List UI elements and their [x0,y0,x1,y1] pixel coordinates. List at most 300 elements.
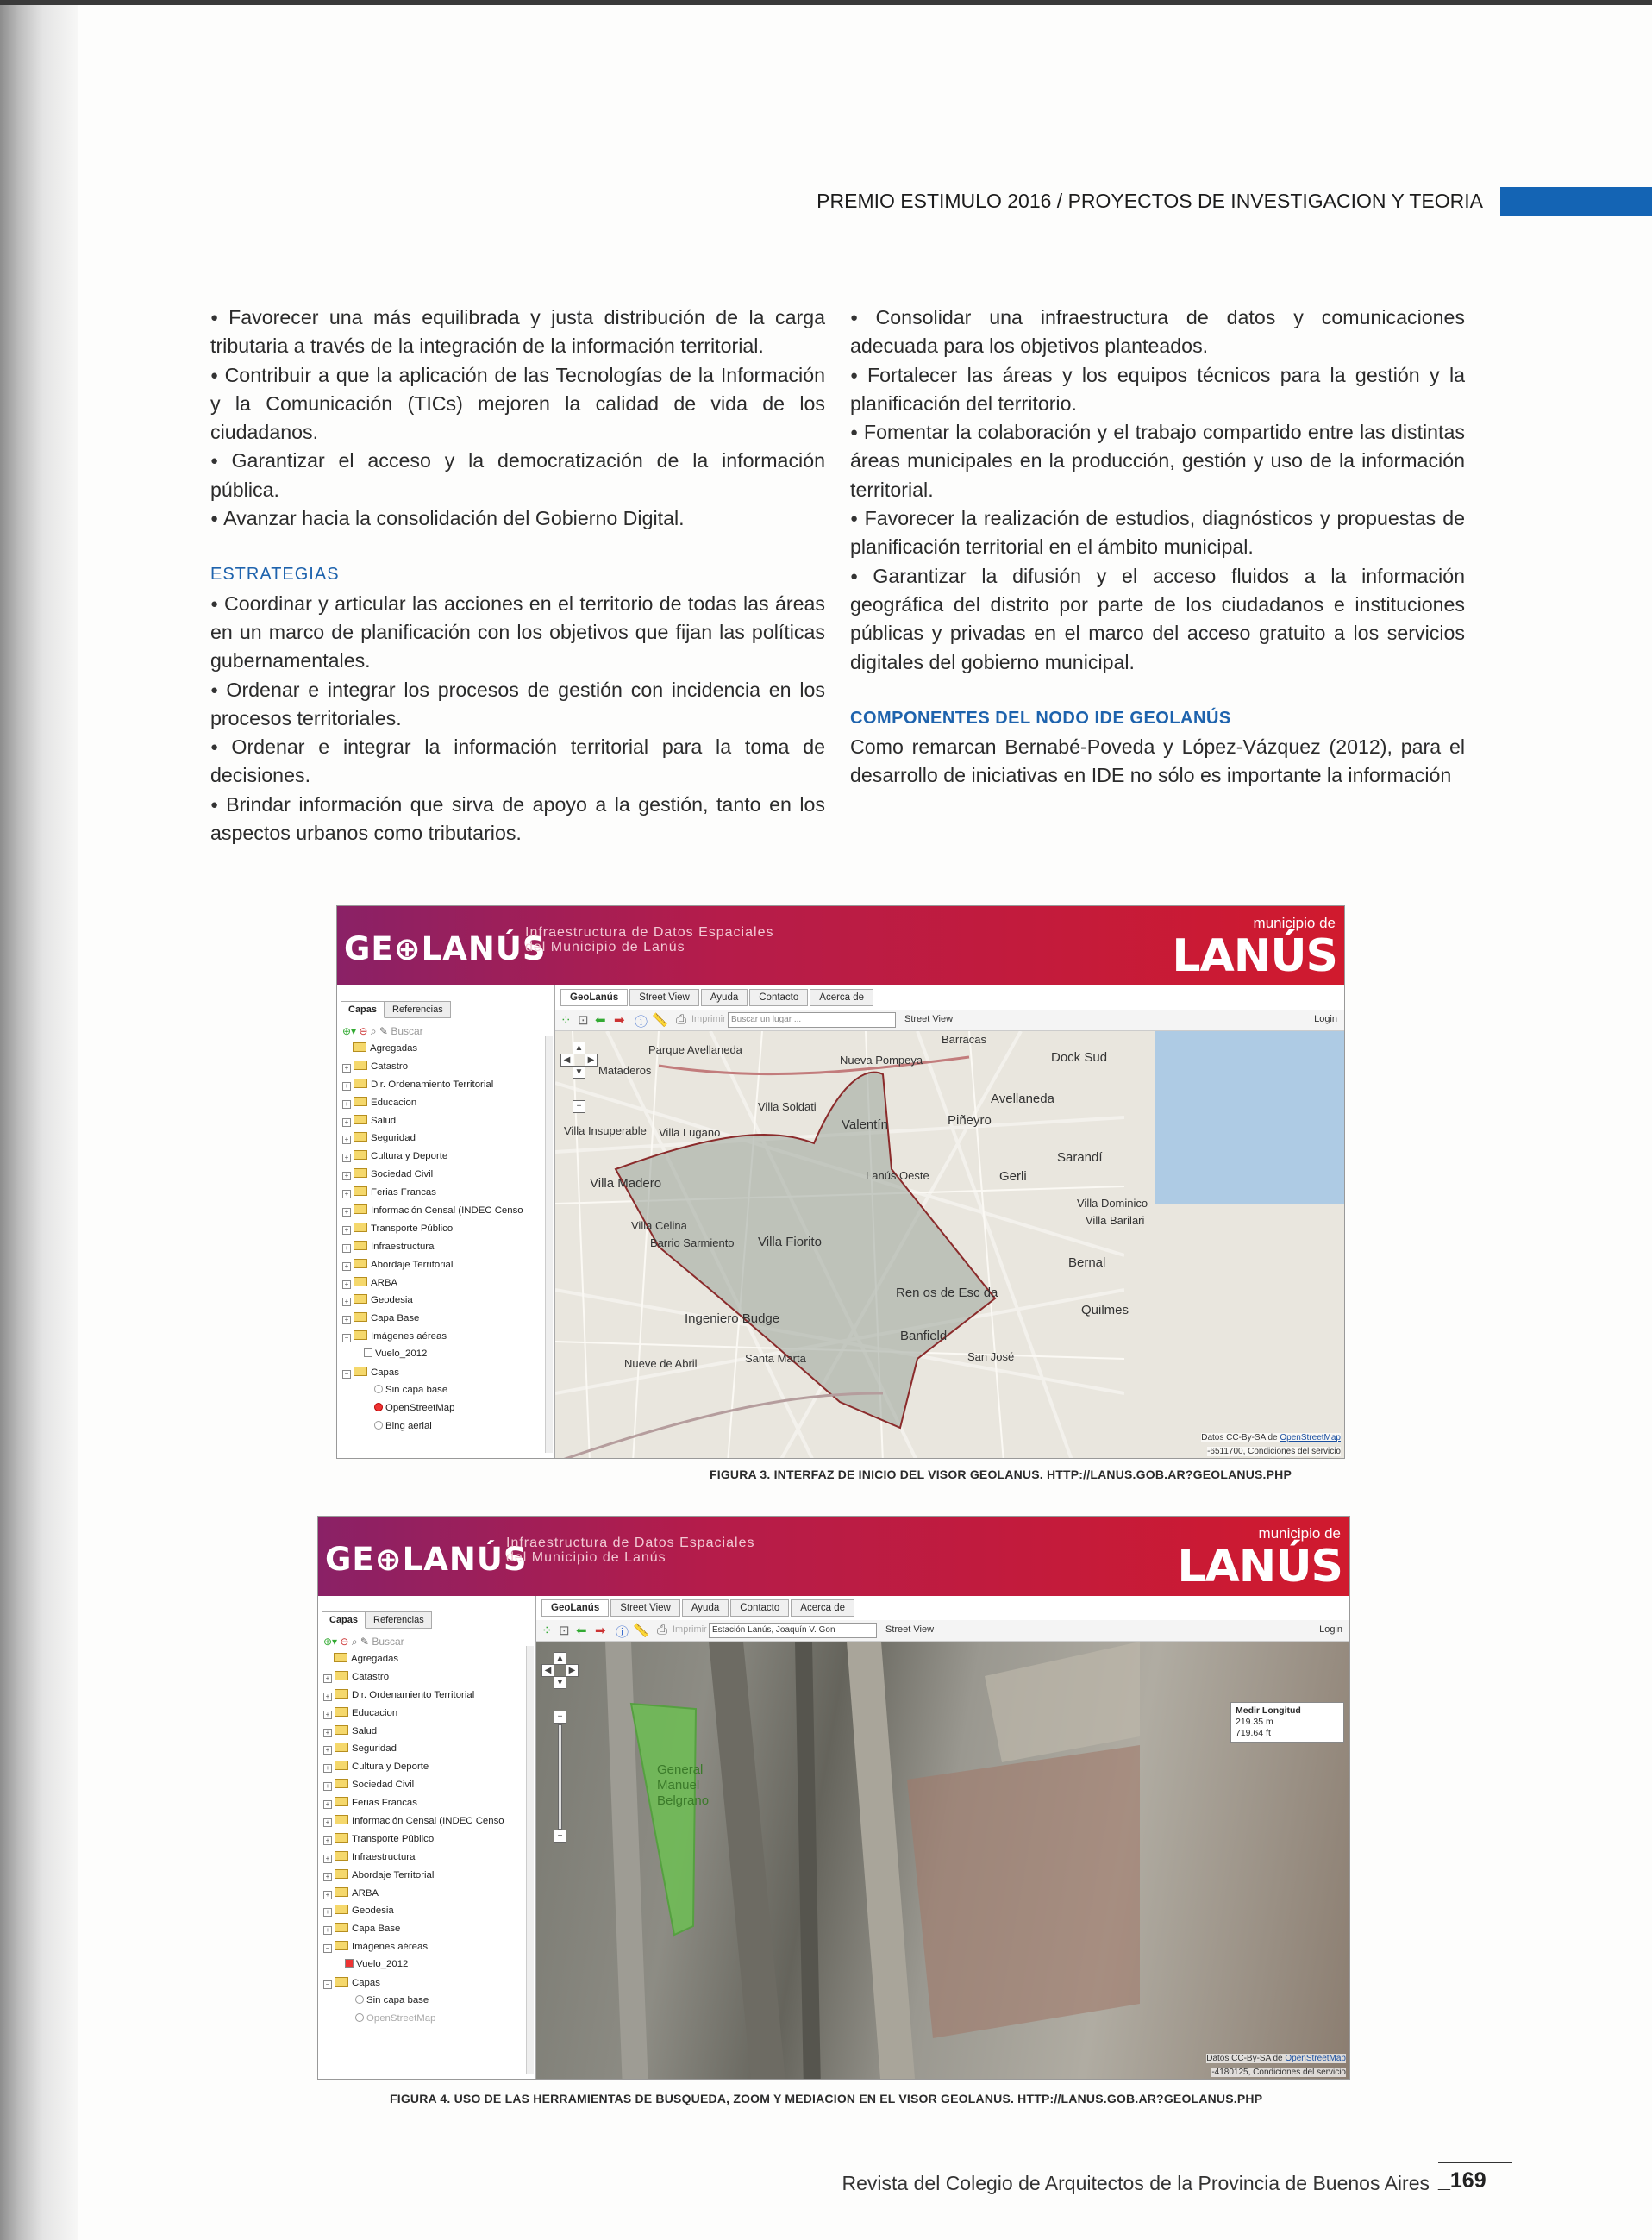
expand-icon[interactable]: + [323,1891,332,1899]
layer-item[interactable] [323,1653,504,1671]
lanus-logo: LANÚS [1172,930,1337,982]
measure-feet: 719.64 ft [1236,1728,1271,1738]
tab-street-view[interactable]: Street View [629,989,699,1006]
municipio-label: municipio de [1258,1525,1341,1542]
expand-icon[interactable]: + [323,1674,332,1683]
figure-3-screenshot [336,905,1345,1459]
components-heading: COMPONENTES DEL NODO IDE GEOLANÚS [850,708,1231,728]
map-label: San José [967,1350,1015,1363]
layer-label: Bing aerial [385,1420,432,1431]
layer-item[interactable] [342,1132,523,1150]
sidebar-tabs [322,1611,432,1629]
strategy-item: ● Ordenar e integrar la información territorial para la toma de decisiones. [210,733,825,791]
figure-4-caption: FIGURA 4. USO DE LAS HERRAMIENTAS DE BUSQUEDA, ZOOM Y MEDIACION EN EL VISOR GEOLANUS. HTTP://LANUS.GOB.AR?GEOLANUS.PHP [390,2092,1263,2105]
expand-icon[interactable]: + [342,1226,351,1235]
pan-up-icon[interactable]: ▲ [573,1042,585,1054]
page-top-edge [0,0,1652,5]
search-button[interactable]: Buscar [372,1636,404,1648]
expand-icon[interactable]: + [323,1764,332,1773]
zoom-in-icon[interactable]: + [554,1711,566,1724]
expand-icon[interactable]: + [323,1800,332,1809]
folder-icon [354,1061,367,1070]
zoom-layer-icon[interactable]: ⌕ [370,1025,377,1037]
strategy-item: ● Fomentar la colaboración y el trabajo compartido entre las distintas áreas municipales en la producción, gestión y uso de la información territorial. [850,418,1465,504]
strategy-item: ● Favorecer la realización de estudios, diagnósticos y propuestas de planificación territorial en el ámbito municipal. [850,504,1465,562]
layer-item[interactable] [323,1977,504,1995]
layer-label: Cultura y Deporte [352,1761,429,1773]
pan-icon[interactable]: ⁘ [541,1624,553,1638]
pan-left-icon[interactable]: ◀ [560,1054,573,1067]
layer-tree [323,1653,504,2031]
tab-geolanus[interactable]: GeoLanús [560,989,628,1006]
map-label: Villa Lugano [659,1126,721,1139]
expand-icon[interactable]: + [342,1190,351,1198]
pan-left-icon[interactable]: ◀ [541,1664,554,1677]
layer-item[interactable] [342,1294,523,1312]
layer-label: Capa Base [352,1924,401,1935]
zoom-box-icon[interactable]: ⊡ [559,1624,570,1638]
folder-icon [335,1689,348,1699]
expand-icon[interactable]: + [323,1873,332,1881]
expand-icon[interactable]: + [323,1746,332,1755]
municipio-label: municipio de [1253,915,1336,931]
folder-icon [335,1869,348,1879]
radio-icon[interactable] [355,1995,364,2004]
tab-acerca-de[interactable]: Acerca de [791,1599,854,1617]
expand-icon[interactable]: + [323,1818,332,1827]
expand-icon[interactable]: + [323,1908,332,1917]
layer-item[interactable] [323,1905,504,1923]
sidebar-tabs [341,1001,451,1018]
map-view-aerial[interactable] [536,1642,1349,2079]
map-label: Nueva Pompeya [840,1054,923,1067]
app-subtitle [525,925,773,954]
layer-item[interactable] [323,1869,504,1887]
expand-icon[interactable]: + [323,1782,332,1791]
strategy-item: ● Ordenar e integrar los procesos de gestión con incidencia en los procesos territoriales. [210,676,825,734]
layer-label: ARBA [371,1277,398,1288]
figure-4-screenshot [317,1516,1350,2080]
subtitle-line-2: del Municipio de Lanús [506,1550,666,1565]
add-layer-icon[interactable]: ⊕▾ [342,1025,357,1037]
map-label: Avellaneda [991,1092,1054,1106]
folder-icon [335,1779,348,1788]
page-number-rule [1438,2162,1512,2163]
sidebar-scrollbar[interactable] [545,1036,553,1453]
pan-down-icon[interactable]: ▼ [554,1676,566,1689]
layer-label: Cultura y Deporte [371,1151,448,1162]
map-label: Ren os de Esc da [896,1286,998,1300]
left-column [210,303,825,848]
layer-item[interactable] [342,1241,523,1259]
pan-icon[interactable]: ⁘ [560,1013,572,1028]
expand-icon[interactable]: + [323,1729,332,1737]
print-label: Imprimir [673,1624,707,1635]
map-attribution [1206,2054,1346,2063]
layer-item[interactable] [342,1259,523,1277]
folder-icon [354,1132,367,1142]
print-icon[interactable]: ⎙ [676,1012,687,1027]
river-plate-water [1155,1031,1344,1204]
measure-popup [1230,1702,1344,1743]
radio-icon[interactable] [374,1421,383,1430]
sidebar-toolbar [323,1636,404,1649]
info-icon[interactable]: ⓘ [635,1015,648,1029]
page-number: _169 [1438,2168,1486,2193]
tab-referencias[interactable]: Referencias [366,1611,432,1629]
layer-item[interactable] [323,1743,504,1761]
map-attribution [1201,1433,1341,1442]
pan-right-icon[interactable]: ▶ [566,1664,579,1677]
collapse-icon[interactable]: − [342,1334,351,1342]
folder-open-icon [354,1330,367,1340]
layer-item[interactable] [342,1061,523,1079]
layer-item[interactable] [342,1168,523,1186]
base-layer-item[interactable] [342,1421,523,1439]
map-label: Piñeyro [948,1113,992,1128]
street-view-link[interactable]: Street View [904,1014,954,1024]
layer-item[interactable] [342,1150,523,1168]
radio-icon[interactable] [374,1385,383,1393]
layer-item[interactable] [323,1959,504,1977]
strategy-item: ● Garantizar la difusión y el acceso fluidos a la información geográfica del distrito por parte de los ciudadanos e instituciones públicas y privadas en el marco del acceso gratuito a los servicios digitales del gobierno municipal. [850,562,1465,677]
layer-item[interactable] [342,1312,523,1330]
layer-item[interactable] [342,1042,523,1061]
folder-icon [335,1725,348,1735]
map-label: Gerli [999,1169,1027,1184]
strategies-heading: ESTRATEGIAS [210,565,340,585]
login-link[interactable]: Login [1319,1624,1342,1635]
add-layer-icon[interactable]: ⊕▾ [323,1636,338,1648]
map-label: Ingeniero Budge [685,1311,780,1326]
pan-right-icon[interactable]: ▶ [585,1054,598,1067]
checkbox-icon[interactable] [364,1348,372,1357]
expand-icon[interactable]: + [342,1298,351,1306]
radio-icon[interactable] [355,2013,364,2022]
search-button[interactable]: Buscar [391,1025,423,1037]
folder-icon [354,1259,367,1268]
geolanus-logo: GE⊕LANÚS [325,1541,528,1578]
layer-item[interactable] [342,1223,523,1241]
street-view-link[interactable]: Street View [885,1624,935,1635]
map-coords: -6511700, Condiciones del servicio [1207,1447,1341,1456]
layer-item[interactable] [342,1277,523,1295]
layer-label: Imágenes aéreas [352,1942,429,1953]
folder-icon [354,1204,367,1214]
expand-icon[interactable]: + [342,1316,351,1324]
expand-icon[interactable]: + [342,1064,351,1073]
pan-up-icon[interactable]: ▲ [554,1652,566,1665]
login-link[interactable]: Login [1314,1014,1337,1024]
base-layer-item[interactable] [342,1403,523,1421]
expand-icon[interactable]: + [342,1082,351,1091]
layer-item[interactable] [323,1923,504,1941]
remove-layer-icon[interactable]: ⊖ [340,1636,349,1648]
base-layer-item[interactable] [323,1995,504,2013]
folder-open-icon [354,1367,367,1376]
expand-icon[interactable]: + [342,1280,351,1289]
map-label: Bernal [1068,1255,1106,1270]
layer-label: Ferias Francas [371,1187,436,1198]
layer-label: Catastro [352,1671,390,1682]
strategy-item: ● Fortalecer las áreas y los equipos técnicos para la gestión y la planificación del territorio. [850,361,1465,419]
search-input[interactable]: Buscar un lugar ... [728,1012,896,1028]
layer-label: Sin capa base [366,1994,429,2005]
layer-label: OpenStreetMap [366,2012,436,2024]
objective-item: ● Garantizar el acceso y la democratización de la información pública. [210,447,825,504]
folder-open-icon [335,1977,348,1987]
map-label: Villa Celina [631,1219,687,1232]
expand-icon[interactable]: + [342,1136,351,1144]
tab-capas[interactable]: Capas [322,1611,366,1629]
layer-label: Educacion [371,1097,417,1108]
layer-item[interactable] [342,1186,523,1204]
osm-link[interactable]: OpenStreetMap [1280,1433,1341,1442]
zoom-out-icon[interactable]: − [554,1830,566,1843]
subtitle-line-1: Infraestructura de Datos Espaciales [506,1536,755,1550]
layer-label: ARBA [352,1887,379,1899]
layer-item[interactable] [323,1671,504,1689]
subtitle-line-1: Infraestructura de Datos Espaciales [525,925,774,940]
layer-label: Sociedad Civil [371,1169,434,1180]
layer-label: Información Censal (INDEC Censo [352,1816,504,1827]
layer-item[interactable] [342,1115,523,1133]
layer-label: Vuelo_2012 [375,1348,428,1360]
strategy-item: ● Consolidar una infraestructura de datos y comunicaciones adecuada para los objetivos planteados. [850,303,1465,361]
layer-label: Seguridad [371,1133,416,1144]
tab-street-view[interactable]: Street View [610,1599,680,1617]
measure-title: Medir Longitud [1236,1705,1301,1716]
remove-layer-icon[interactable]: ⊖ [359,1025,368,1037]
osm-link[interactable]: OpenStreetMap [1285,2054,1346,2063]
running-header: PREMIO ESTIMULO 2016 / PROYECTOS DE INVESTIGACION Y TEORIA [817,190,1483,212]
folder-icon [335,1833,348,1843]
layer-label: Infraestructura [371,1241,435,1252]
map-label: Santa Marta [745,1352,806,1365]
map-label: Villa Soldati [758,1100,817,1113]
map-label: Barrio Sarmiento [650,1236,735,1249]
pan-down-icon[interactable]: ▼ [573,1066,585,1079]
zoom-in-icon[interactable]: + [573,1100,585,1113]
map-toolbar [536,1620,1349,1642]
map-coords: -4180125, Condiciones del servicio [1211,2068,1346,2077]
layer-label: Transporte Público [352,1833,435,1844]
folder-icon [354,1168,367,1178]
measure-icon[interactable]: 📏 [652,1013,668,1028]
zoom-layer-icon[interactable]: ⌕ [351,1636,358,1648]
map-view[interactable] [555,1031,1344,1458]
map-panel [536,1596,1349,2079]
layer-label: Dir. Ordenamiento Territorial [371,1079,494,1090]
tab-referencias[interactable]: Referencias [385,1001,451,1018]
layer-label: Capa Base [371,1313,420,1324]
layer-item[interactable] [342,1348,523,1367]
journal-footer: Revista del Colegio de Arquitectos de la Provincia de Buenos Aires [842,2172,1430,2194]
folder-open-icon [335,1941,348,1950]
book-spine-shadow [0,0,78,2240]
components-paragraph: Como remarcan Bernabé-Poveda y López-Vázquez (2012), para el desarrollo de iniciativas en IDE no sólo es importante la información [850,735,1465,787]
map-label: Banfield [900,1329,948,1343]
folder-icon [335,1815,348,1824]
back-icon[interactable]: ⬅ [576,1624,587,1638]
search-input[interactable]: Estación Lanús, Joaquín V. Gon [709,1623,877,1638]
layer-label: Agregadas [370,1043,418,1054]
geolanus-logo: GE⊕LANÚS [344,930,547,967]
layer-item[interactable] [323,1707,504,1725]
print-label: Imprimir [691,1014,726,1024]
objective-item: ● Favorecer una más equilibrada y justa distribución de la carga tributaria a través de la integración de la información territorial. [210,303,825,361]
sidebar-toolbar [342,1025,423,1038]
layer-label: Transporte Público [371,1223,454,1234]
map-label: Valentín [842,1117,888,1132]
layer-item[interactable] [323,1797,504,1815]
folder-icon [335,1761,348,1770]
tab-ayuda[interactable]: Ayuda [682,1599,729,1617]
layer-item[interactable] [342,1097,523,1115]
map-label: Quilmes [1081,1303,1129,1317]
layer-item[interactable] [323,1725,504,1743]
layer-label: Geodesia [371,1295,413,1306]
strategy-item: ● Brindar información que sirva de apoyo a la gestión, tanto en los aspectos urbanos como tributarios. [210,791,825,848]
folder-icon [354,1277,367,1286]
expand-icon[interactable]: + [323,1926,332,1935]
layer-label: Dir. Ordenamiento Territorial [352,1689,475,1700]
map-label: Villa Fiorito [758,1235,822,1249]
layer-item[interactable] [323,1887,504,1905]
tab-capas[interactable]: Capas [341,1001,385,1018]
layer-tree [342,1042,523,1439]
expand-icon[interactable]: + [342,1262,351,1271]
app-banner [318,1517,1349,1596]
expand-icon[interactable]: + [342,1100,351,1109]
layer-label: Información Censal (INDEC Censo [371,1205,523,1217]
checkbox-checked-icon[interactable] [345,1959,354,1968]
folder-icon [354,1312,367,1322]
layer-label: Sociedad Civil [352,1780,415,1791]
layer-item[interactable] [342,1204,523,1223]
tool-icon[interactable]: ✎ [360,1636,369,1648]
attribution-text: Datos CC-By-SA de [1201,1433,1278,1442]
map-toolbar [555,1010,1344,1031]
folder-icon [354,1115,367,1124]
folder-icon [334,1653,347,1662]
collapse-icon[interactable]: − [342,1370,351,1379]
folder-icon [354,1097,367,1106]
folder-icon [354,1223,367,1232]
map-label: Dock Sud [1051,1050,1108,1065]
expand-icon[interactable]: + [342,1172,351,1180]
layer-label: Catastro [371,1061,409,1072]
layer-label: Imágenes aéreas [371,1331,447,1342]
map-label: Villa Dominico [1077,1197,1148,1210]
expand-icon[interactable]: + [342,1118,351,1127]
folder-icon [354,1079,367,1088]
map-panel [555,985,1344,1458]
layer-label: Agregadas [351,1654,399,1664]
layer-label: Geodesia [352,1905,394,1917]
layer-item[interactable] [342,1330,523,1348]
folder-icon [354,1294,367,1304]
expand-icon[interactable]: + [342,1244,351,1253]
tab-acerca-de[interactable]: Acerca de [810,989,873,1006]
tool-icon[interactable]: ✎ [379,1025,388,1037]
layer-item[interactable] [342,1079,523,1097]
expand-icon[interactable]: + [342,1208,351,1217]
layer-item[interactable] [323,1761,504,1779]
collapse-icon[interactable]: − [323,1944,332,1953]
aerial-imagery [536,1642,1140,2079]
tab-ayuda[interactable]: Ayuda [701,989,748,1006]
layer-label: Salud [371,1115,397,1126]
layer-label: Educacion [352,1707,398,1718]
tab-geolanus[interactable]: GeoLanús [541,1599,609,1617]
layer-item[interactable] [323,1941,504,1959]
expand-icon[interactable]: + [323,1693,332,1701]
app-subtitle [506,1536,754,1565]
forward-icon[interactable]: ➡ [614,1013,625,1028]
layer-item[interactable] [323,1851,504,1869]
collapse-icon[interactable]: − [323,1980,332,1989]
layers-sidebar [318,1596,536,2079]
measure-icon[interactable]: 📏 [633,1624,649,1638]
folder-icon [335,1743,348,1752]
zoom-box-icon[interactable]: ⊡ [578,1013,589,1028]
layer-item[interactable] [323,1815,504,1833]
objective-item: ● Avanzar hacia la consolidación del Gobierno Digital. [210,504,825,533]
main-tabs [560,989,875,1008]
zoom-slider[interactable] [558,1724,562,1830]
expand-icon[interactable]: + [323,1836,332,1845]
park-label: General Manuel Belgrano [657,1762,710,1808]
layer-item[interactable] [323,1689,504,1707]
folder-icon [353,1042,366,1052]
base-layer-item[interactable] [342,1385,523,1403]
layer-label: Abordaje Territorial [352,1869,435,1880]
map-label: Barracas [942,1033,987,1046]
layer-item[interactable] [323,1779,504,1797]
base-layer-item[interactable] [323,2013,504,2031]
layer-item[interactable] [323,1833,504,1851]
layer-label: Seguridad [352,1743,397,1755]
forward-icon[interactable]: ➡ [595,1624,606,1638]
map-label: Lanús Oeste [866,1169,929,1182]
layer-label: Ferias Francas [352,1798,417,1809]
sidebar-scrollbar[interactable] [526,1646,534,2074]
radio-selected-icon[interactable] [374,1403,383,1411]
folder-icon [335,1797,348,1806]
expand-icon[interactable]: + [342,1154,351,1162]
strategy-item: ● Coordinar y articular las acciones en el territorio de todas las áreas en un marco de planificación con los objetivos que fijan las políticas gubernamentales. [210,590,825,676]
subtitle-line-2: del Municipio de Lanús [525,940,685,954]
layer-label: Sin capa base [385,1384,448,1395]
layer-label: Infraestructura [352,1851,416,1862]
layer-label: Abordaje Territorial [371,1259,454,1270]
lanus-logo: LANÚS [1177,1541,1342,1592]
folder-icon [335,1851,348,1861]
layer-item[interactable] [342,1367,523,1385]
expand-icon[interactable]: + [323,1855,332,1863]
tab-contacto[interactable]: Contacto [749,989,808,1006]
info-icon[interactable]: ⓘ [616,1625,629,1640]
map-label: Villa Insuperable [564,1124,647,1137]
expand-icon[interactable]: + [323,1711,332,1719]
tab-contacto[interactable]: Contacto [730,1599,789,1617]
layers-sidebar [337,985,555,1458]
print-icon[interactable]: ⎙ [657,1623,668,1637]
back-icon[interactable]: ⬅ [595,1013,606,1028]
layer-label: Capas [352,1978,380,1989]
objective-item: ● Contribuir a que la aplicación de las Tecnologías de la Información y la Comunicación (TICs) mejoren la calidad de vida de los ciudadanos. [210,361,825,447]
